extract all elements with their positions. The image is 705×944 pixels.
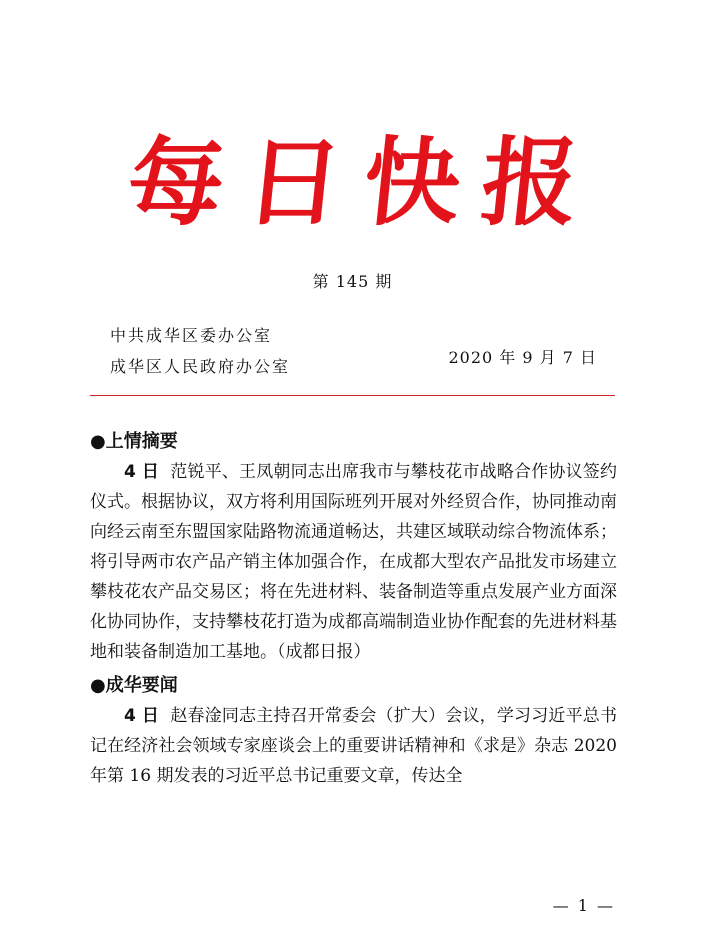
header-divider [90, 395, 615, 396]
document-body [90, 427, 617, 791]
paragraph-text: 范锐平、王凤朝同志出席我市与攀枝花市战略合作协议签约仪式。根据协议，双方将利用国际班列开展对外经贸合作，协同推动南向经云南至东盟国家陆路物流通道畅达，共建区域联动综合物流体系；将引导两市农产品产销主体加强合作，在成都大型农产品批发市场建立攀枝花农产品交易区；将在先进材料、装备制造等重点发展产业方面深化协同协作，支持攀枝花打造为成都高端制造业协作配套的先进材料基地和装备制造加工基地。（成都日报） [90, 462, 617, 662]
paragraph-text: 赵春淦同志主持召开常委会（扩大）会议，学习习近平总书记在经济社会领域专家座谈会上的重要讲话精神和《求是》杂志 2020 年第 16 期发表的习近平总书记重要文章，传达全 [90, 706, 617, 786]
paragraph-date: 4 日 [124, 706, 160, 726]
section-paragraph [90, 701, 617, 791]
masthead-title [0, 128, 705, 238]
paragraph-date: 4 日 [124, 462, 160, 482]
section-chenghua-news [90, 671, 617, 791]
issuer-party-office: 中共成华区委办公室 [110, 326, 273, 345]
masthead-title-text: 每日快报 [121, 127, 606, 239]
issue-number: 第 145 期 [312, 272, 393, 291]
issuer-government-office: 成华区人民政府办公室 [110, 357, 291, 376]
section-title: ●成华要闻 [90, 675, 178, 696]
section-title: ●上情摘要 [90, 431, 178, 452]
page-number: — 1 — [552, 896, 615, 915]
section-upper-summary [90, 427, 617, 667]
publication-date: 2020 年 9 月 7 日 [448, 348, 597, 367]
section-paragraph [90, 457, 617, 667]
